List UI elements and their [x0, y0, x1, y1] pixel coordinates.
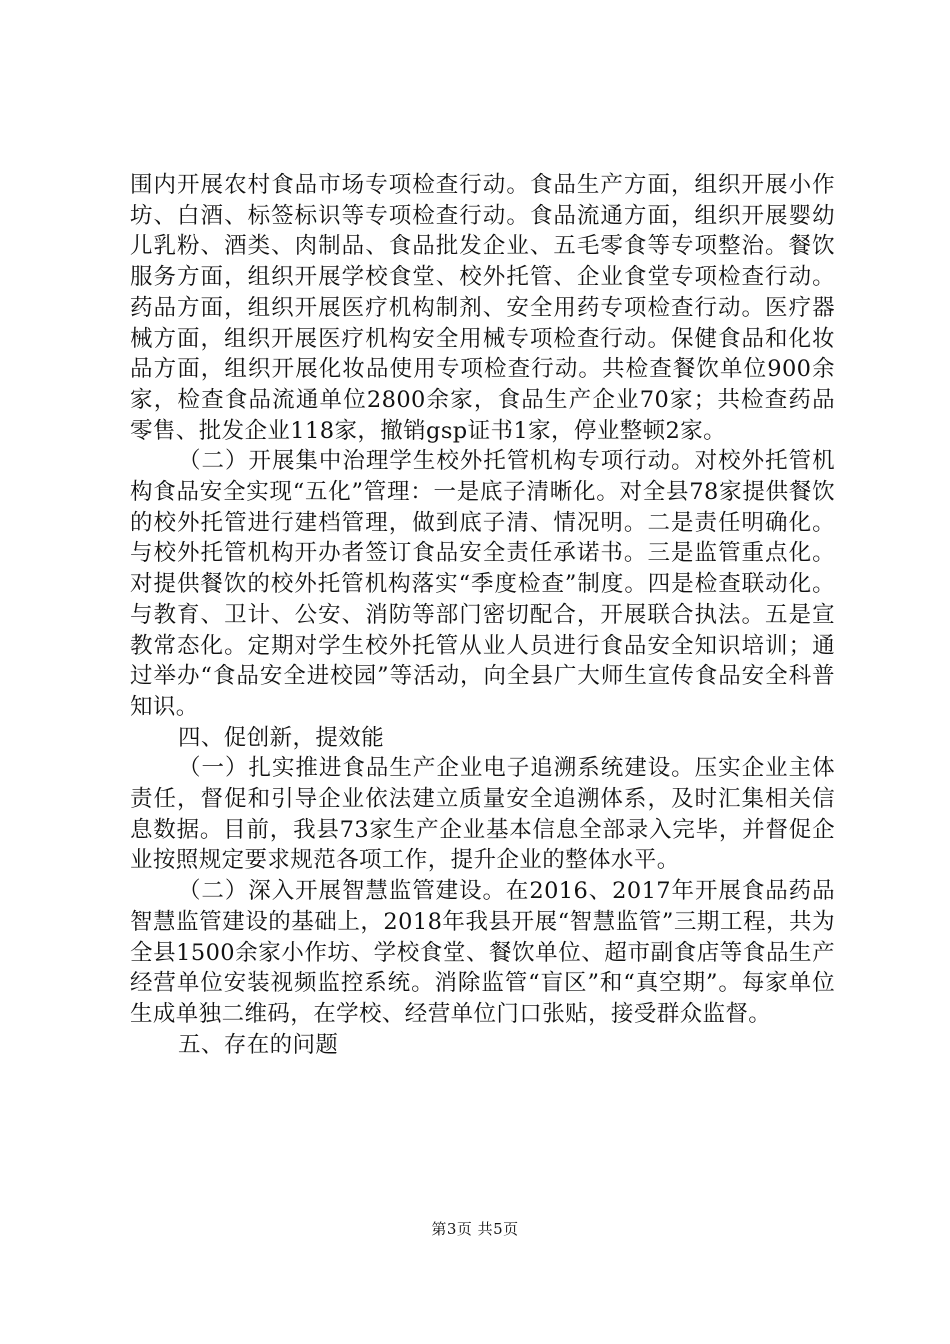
page-footer: 第3页 共5页	[431, 1220, 519, 1238]
section-heading-problems: 五、存在的问题	[178, 1031, 339, 1058]
section-heading-innovation: 四、促创新，提效能	[178, 724, 385, 751]
paragraph-offcampus-care: （二）开展集中治理学生校外托管机构专项行动。对校外托管机构食品安全实现“五化”管理：一是底子清晰化。对全县78家提供餐饮的校外托管进行建档管理，做到底子清、情况明。二是责任明确化。与校外托管机构开办者签订食品安全责任承诺书。三是监管重点化。对提供餐饮的校外托管机构落实“季度检查”制度。四是检查联动化。与教育、卫计、公安、消防等部门密切配合，开展联合执法。五是宣教常态化。定期对学生校外托管从业人员进行食品安全知识培训；通过举办“食品安全进校园”等活动，向全县广大师生宣传食品安全科普知识。	[130, 448, 835, 720]
paragraph-inspection-summary: 围内开展农村食品市场专项检查行动。食品生产方面，组织开展小作坊、白酒、标签标识等专项检查行动。食品流通方面，组织开展婴幼儿乳粉、酒类、肉制品、食品批发企业、五毛零食等专项整治。餐饮服务方面，组织开展学校食堂、校外托管、企业食堂专项检查行动。药品方面，组织开展医疗机构制剂、安全用药专项检查行动。医疗器械方面，组织开展医疗机构安全用械专项检查行动。保健食品和化妆品方面，组织开展化妆品使用专项检查行动。共检查餐饮单位900余家，检查食品流通单位2800余家，食品生产企业70家；共检查药品零售、批发企业118家，撤销gsp证书1家，停业整顿2家。	[130, 172, 835, 444]
paragraph-smart-supervision: （二）深入开展智慧监管建设。在2016、2017年开展食品药品智慧监管建设的基础上，2018年我县开展“智慧监管”三期工程，共为全县1500余家小作坊、学校食堂、餐饮单位、超市副食店等食品生产经营单位安装视频监控系统。消除监管“盲区”和“真空期”。每家单位生成单独二维码，在学校、经营单位门口张贴，接受群众监督。	[130, 878, 835, 1027]
document-body	[130, 170, 835, 1060]
paragraph-traceability: （一）扎实推进食品生产企业电子追溯系统建设。压实企业主体责任，督促和引导企业依法建立质量安全追溯体系，及时汇集相关信息数据。目前，我县73家生产企业基本信息全部录入完毕，并督促企业按照规定要求规范各项工作，提升企业的整体水平。	[130, 755, 835, 874]
